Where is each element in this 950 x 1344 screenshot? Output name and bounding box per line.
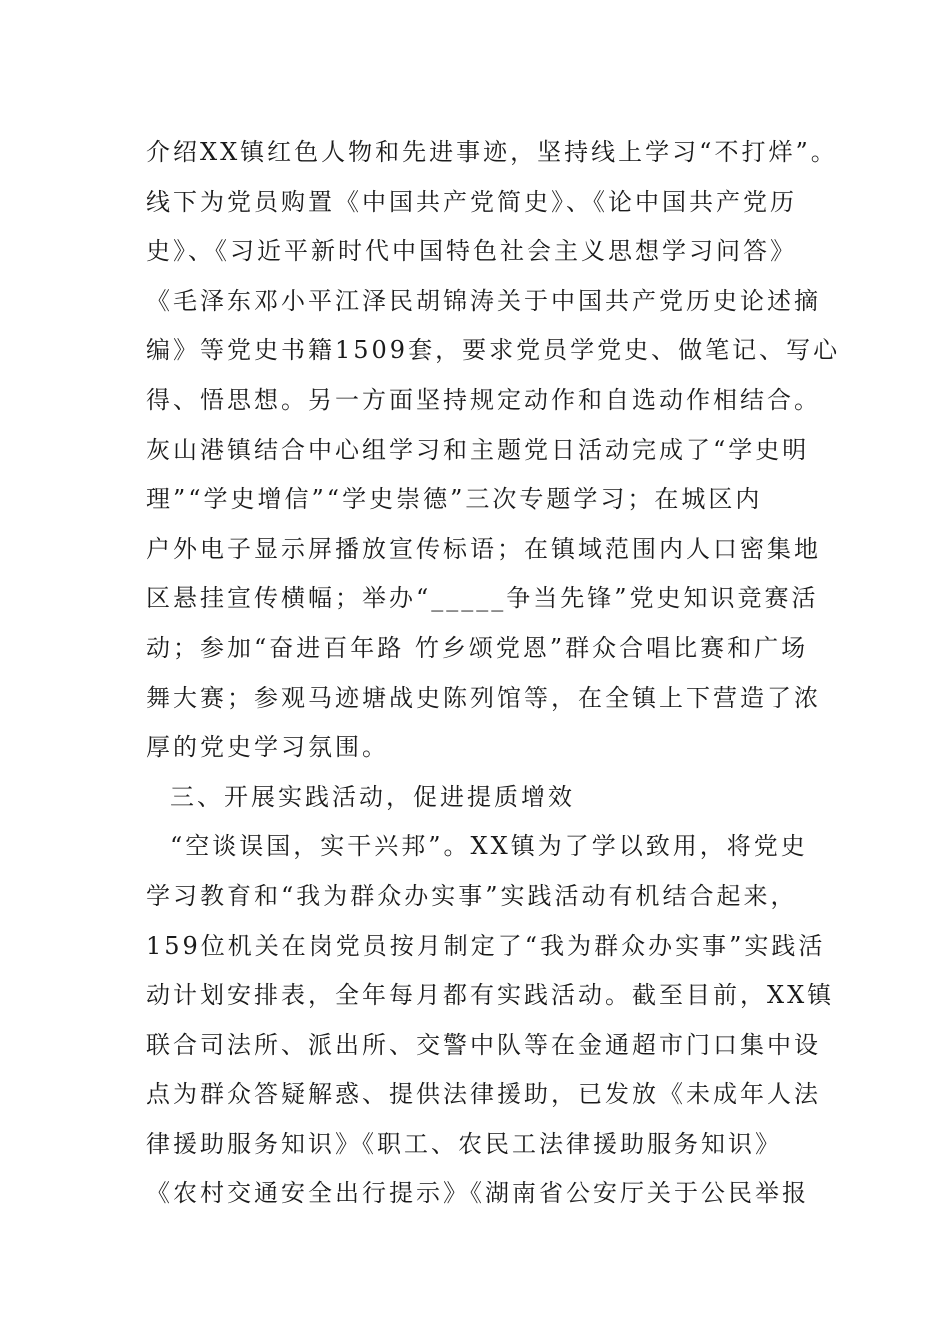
body-text: [146, 128, 841, 1219]
text-line: 户外电子显示屏播放宣传标语；在镇域范围内人口密集地: [146, 534, 821, 563]
text-line: 史》、《习近平新时代中国特色社会主义思想学习问答》: [146, 237, 797, 266]
text-line: 厚的党史学习氛围。: [146, 733, 389, 762]
text-line: 《农村交通安全出行提示》《湖南省公安厅关于公民举报: [146, 1179, 809, 1208]
text-line: 得、悟思想。另一方面坚持规定动作和自选动作相结合。: [146, 385, 821, 414]
section-heading: 三、开展实践活动，促进提质增效: [170, 782, 575, 811]
text-line: 律援助服务知识》《职工、农民工法律援助服务知识》: [146, 1129, 782, 1158]
text-line: 动计划安排表，全年每月都有实践活动。截至目前，XX镇: [146, 981, 835, 1010]
text-line: 线下为党员购置《中国共产党简史》、《论中国共产党历: [146, 187, 797, 216]
text-line: 动；参加“奋进百年路 竹乡颂党恩”群众合唱比赛和广场: [146, 633, 809, 662]
text-line: 点为群众答疑解惑、提供法律援助，已发放《未成年人法: [146, 1080, 821, 1109]
text-line: 学习教育和“我为群众办实事”实践活动有机结合起来，: [146, 881, 798, 910]
text-line: 编》等党史书籍1509套，要求党员学党史、做笔记、写心: [146, 336, 841, 365]
text-line: 舞大赛；参观马迹塘战史陈列馆等，在全镇上下营造了浓: [146, 683, 821, 712]
text-line: “空谈误国，实干兴邦”。XX镇为了学以致用，将党史: [170, 832, 808, 861]
text-line: 灰山港镇结合中心组学习和主题党日活动完成了“学史明: [146, 435, 810, 464]
text-line: 区悬挂宣传横幅；举办“_____争当先锋”党史知识竞赛活: [146, 584, 819, 613]
text-line: 理”“学史增信”“学史崇德”三次专题学习；在城区内: [146, 485, 763, 514]
text-line: 159位机关在岗党员按月制定了“我为群众办实事”实践活: [146, 931, 826, 960]
text-line: 联合司法所、派出所、交警中队等在金通超市门口集中设: [146, 1030, 821, 1059]
text-line: 《毛泽东邓小平江泽民胡锦涛关于中国共产党历史论述摘: [146, 286, 821, 315]
text-line: 介绍XX镇红色人物和先进事迹，坚持线上学习“不打烊”。: [146, 138, 838, 166]
